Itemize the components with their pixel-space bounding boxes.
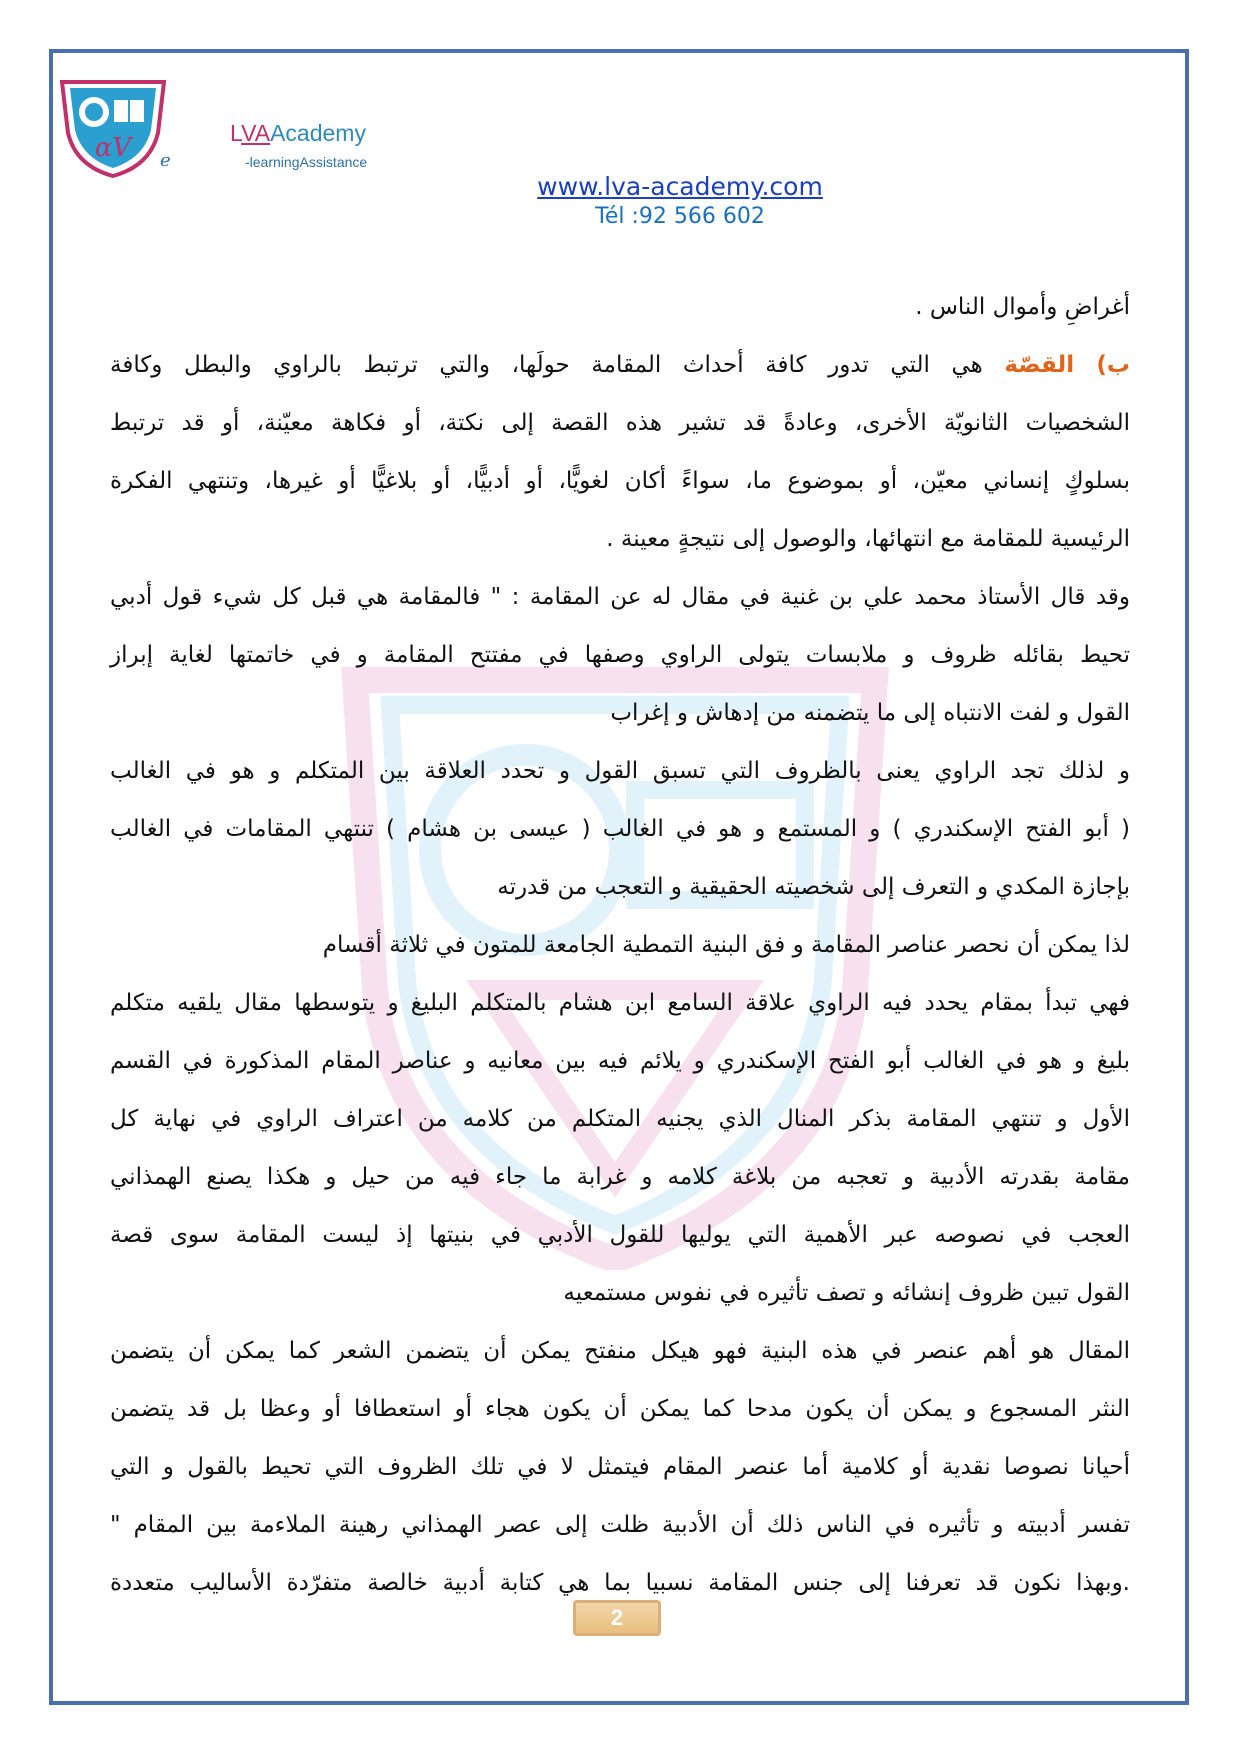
svg-text:αV: αV [94,133,132,163]
text-segment: هي التي تدور كافة أحداث المقامة حولَها، والتي ترتبط بالراوي والبطل وكافة [110,352,1005,378]
section-label-story: ب) القصّة [1004,352,1130,378]
page-number: 2 [573,1600,661,1636]
text-line: الأول و تنتهي المقامة بذكر المنال الذي يجنيه المتكلم من كلامه من اعتراف الراوي في نهاية كل [110,1106,1130,1132]
text-line: القول و لفت الانتباه إلى ما يتضمنه من إدهاش و إغراب [610,700,1130,726]
text-line: العجب في نصوصه عبر الأهمية التي يوليها للقول الأدبي في بنيتها إذ ليست المقامة سوى قصة [110,1222,1130,1248]
text-line: وقد قال الأستاذ محمد علي بن غنية في مقال له عن المقامة : " فالمقامة هي قبل كل شيء قول أدبي [110,584,1130,610]
brand-l: L [230,120,242,146]
text-line: فهي تبدأ بمقام يحدد فيه الراوي علاقة السامع ابن هشام بالمتكلم البليغ و يتوسطها مقال يلقيه متكلم [110,990,1130,1016]
phone-number: Tél :92 566 602 [595,204,765,229]
text-line: تحيط بقائله ظروف و ملابسات يتولى الراوي وصفها في مفتتح المقامة و في خاتمتها لغاية إبراز [110,642,1130,668]
logo-e-mark: e [160,150,171,171]
text-line: مقامة بقدرته الأدبية و تعجبه من بلاغة كلامه و غرابة ما جاء فيه من حيل و هكذا يصنع الهمذاني [110,1164,1130,1190]
text-line: بليغ و هو في الغالب أبو الفتح الإسكندري و يلائم فيه بين معانيه و عناصر المقام المذكورة في القسم [110,1048,1130,1074]
text-line: ( أبو الفتح الإسكندري ) و المستمع و هو في الغالب ( عيسى بن هشام ) تنتهي المقامات في الغالب [110,816,1130,842]
text-line: لذا يمكن أن نحصر عناصر المقامة و فق البنية التمطية الجامعة للمتون في ثلاثة أقسام [322,932,1130,958]
text-line: .وبهذا نكون قد تعرفنا إلى جنس المقامة نسبيا بما هي كتابة أدبية خالصة متفرّدة الأساليب متعددة [110,1570,1130,1596]
text-line: أغراضِ وأموال الناس . [915,294,1130,320]
text-line: بإجازة المكدي و التعرف إلى شخصيته الحقيقية و التعجب من قدرته [497,874,1130,900]
text-line: أحيانا نصوصا نقدية أو كلامية أما عنصر المقام فيتمثل لا في تلك الظروف التي تحيط بالقول و التي [110,1454,1130,1480]
brand-va: VA [241,120,271,146]
text-line: و لذلك تجد الراوي يعنى بالظروف التي تسبق القول و تحدد العلاقة بين المتكلم و هو في الغالب [110,758,1130,784]
text-line: الرئيسية للمقامة مع انتهائها، والوصول إلى نتيجةٍ معينة . [606,526,1130,552]
text-line: القول تبين ظروف إنشائه و تصف تأثيره في نفوس مستمعيه [563,1280,1130,1306]
brand-tagline: -learningAssistance [245,154,368,170]
text-line: المقال هو أهم عنصر في هذه البنية فهو هيكل منفتح يمكن أن يتضمن الشعر كما يمكن أن يتضمن [110,1338,1130,1364]
text-line: النثر المسجوع و يمكن أن يكون مدحا كما يمكن أن يكون هجاء أو استعطافا أو وعظا بل قد يتضمن [110,1396,1130,1422]
text-line: بسلوكٍ إنساني معيّن، أو بموضوع ما، سواءً أكان لغويًّا، أو أدبيًّا، أو بلاغيًّا أو غيرها، وتنتهي الفكرة [110,468,1130,494]
brand-academy: Academy [270,120,366,146]
website-link[interactable]: www.lva-academy.com [537,172,823,201]
document-body [110,278,1130,1612]
text-line: الشخصيات الثانويّة الأخرى، وعادةً قد تشير هذه القصة إلى نكتة، أو فكاهة معيّنة، أو قد ترتبط [110,410,1130,436]
text-line [110,336,1130,394]
brand-name [230,120,366,147]
academy-logo-icon [58,78,168,178]
text-line: تفسر أدبيته و تأثيره في الناس ذلك أن الأدبية ظلت إلى عصر الهمذاني رهينة الملاءمة بين المقام " [110,1512,1130,1538]
